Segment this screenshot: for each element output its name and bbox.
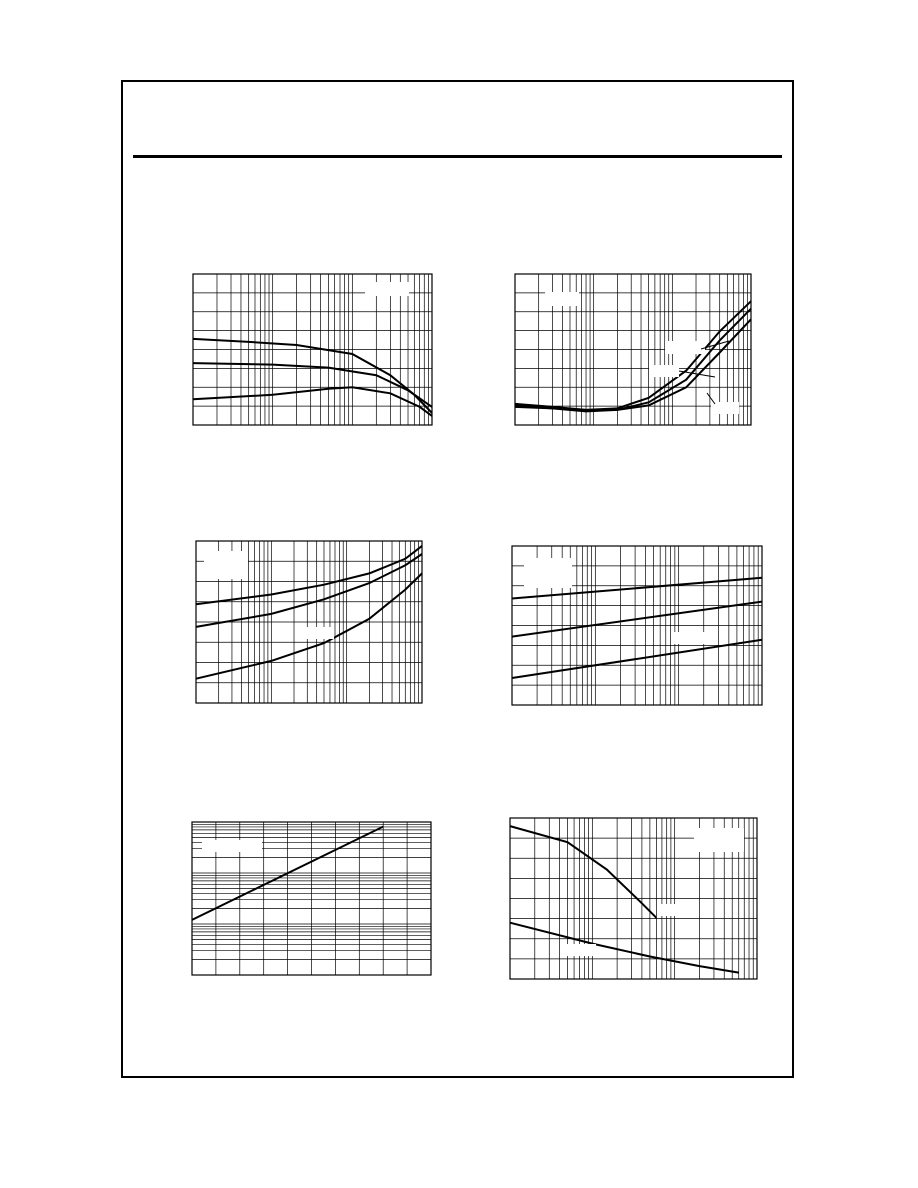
c2-series-3 [515,319,751,411]
chart-1 [193,274,432,425]
chart-6-label-box-1 [694,828,744,852]
c1-series-2 [193,363,432,407]
chart-3-label-box-2 [304,627,334,639]
header-rule [133,155,782,158]
c6-series-2 [510,923,739,973]
c1-series-1 [193,339,432,413]
chart-2-label-box-2 [665,341,705,354]
c6-series-1 [510,826,656,918]
c3-series-3 [196,573,422,678]
c4-series-2 [512,602,762,637]
chart-6-label-box-3 [564,944,596,956]
chart-2-label-box-1 [545,292,579,306]
chart-6-label-box-2 [660,904,688,916]
chart-1-label-box [365,282,409,296]
chart-4-label-box-2 [672,632,710,644]
c1-grid [193,274,432,425]
chart-5 [192,822,431,975]
chart-4 [512,546,762,705]
c1-series-3 [193,387,432,416]
chart-6 [510,818,757,979]
chart-2 [515,274,751,425]
c2-series-2 [515,309,751,410]
chart-2-label-box-3 [649,365,679,377]
chart-3-label-box-1 [204,551,248,579]
chart-5-label-box [202,840,262,852]
chart-3 [196,541,422,703]
chart-4-label-box-1 [524,558,572,588]
